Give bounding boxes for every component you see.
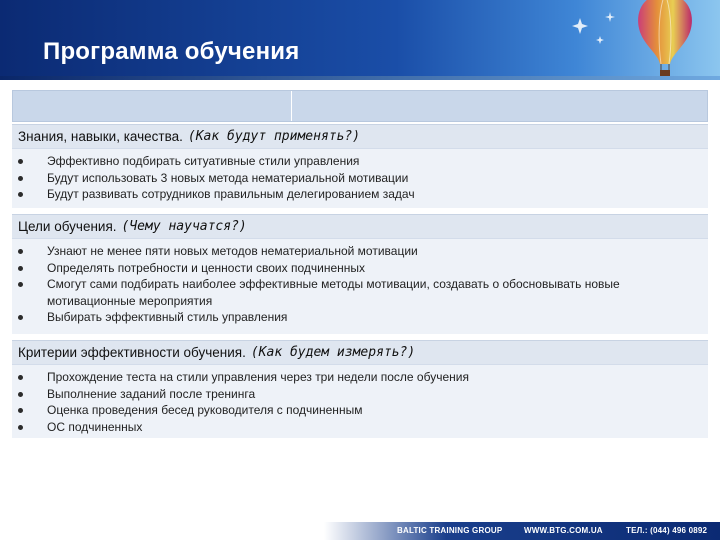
header-banner — [0, 0, 720, 80]
table-header-bar — [12, 90, 708, 122]
footer-bar — [0, 522, 720, 540]
bullet-icon — [18, 282, 23, 287]
bullet-icon — [18, 176, 23, 181]
list-item: Определять потребности и ценности своих подчиненных — [12, 260, 708, 277]
section-question: (Как будем измерять?) — [250, 345, 416, 360]
bullet-icon — [18, 408, 23, 413]
footer-website: WWW.BTG.COM.UA — [524, 526, 603, 535]
bullet-icon — [18, 375, 23, 380]
list-item: Выбирать эффективный стиль управления — [12, 309, 708, 326]
bullet-list — [12, 365, 708, 435]
section-header-goals — [12, 214, 708, 238]
bullet-icon — [18, 315, 23, 320]
bullet-icon — [18, 392, 23, 397]
sparkle-decoration-icon — [570, 8, 630, 58]
bullet-list — [12, 239, 708, 326]
bullet-icon — [18, 159, 23, 164]
section-question: (Чему научатся?) — [121, 219, 247, 234]
section-title: Знания, навыки, качества. — [18, 129, 183, 144]
list-item: Будут использовать 3 новых метода нематериальной мотивации — [12, 170, 708, 187]
list-item: Смогут сами подбирать наиболее эффективные методы мотивации, создавать о обосновывать новые мотивационные мероприятия — [12, 276, 708, 309]
list-item: Оценка проведения бесед руководителя с подчиненным — [12, 402, 708, 419]
bullet-icon — [18, 192, 23, 197]
section-header-criteria — [12, 340, 708, 364]
section-header-knowledge — [12, 124, 708, 148]
list-item: Будут развивать сотрудников правильным делегированием задач — [12, 186, 708, 203]
page-title: Программа обучения — [43, 38, 300, 65]
section-body-criteria — [12, 364, 708, 438]
hot-air-balloon-icon — [630, 0, 700, 80]
bullet-icon — [18, 249, 23, 254]
list-item: Эффективно подбирать ситуативные стили управления — [12, 153, 708, 170]
section-title: Критерии эффективности обучения. — [18, 345, 246, 360]
list-item: Узнают не менее пяти новых методов нематериальной мотивации — [12, 243, 708, 260]
section-question: (Как будут применять?) — [187, 129, 361, 144]
section-body-knowledge — [12, 148, 708, 208]
list-item: Прохождение теста на стили управления через три недели после обучения — [12, 369, 708, 386]
section-body-goals — [12, 238, 708, 334]
footer-phone: ТЕЛ.: (044) 496 0892 — [626, 526, 708, 535]
list-item: Выполнение заданий после тренинга — [12, 386, 708, 403]
footer-company: BALTIC TRAINING GROUP — [397, 526, 503, 535]
bullet-icon — [18, 266, 23, 271]
header-cell-divider — [291, 91, 292, 121]
section-title: Цели обучения. — [18, 219, 117, 234]
list-item: ОС подчиненных — [12, 419, 708, 436]
bullet-list — [12, 149, 708, 203]
bullet-icon — [18, 425, 23, 430]
